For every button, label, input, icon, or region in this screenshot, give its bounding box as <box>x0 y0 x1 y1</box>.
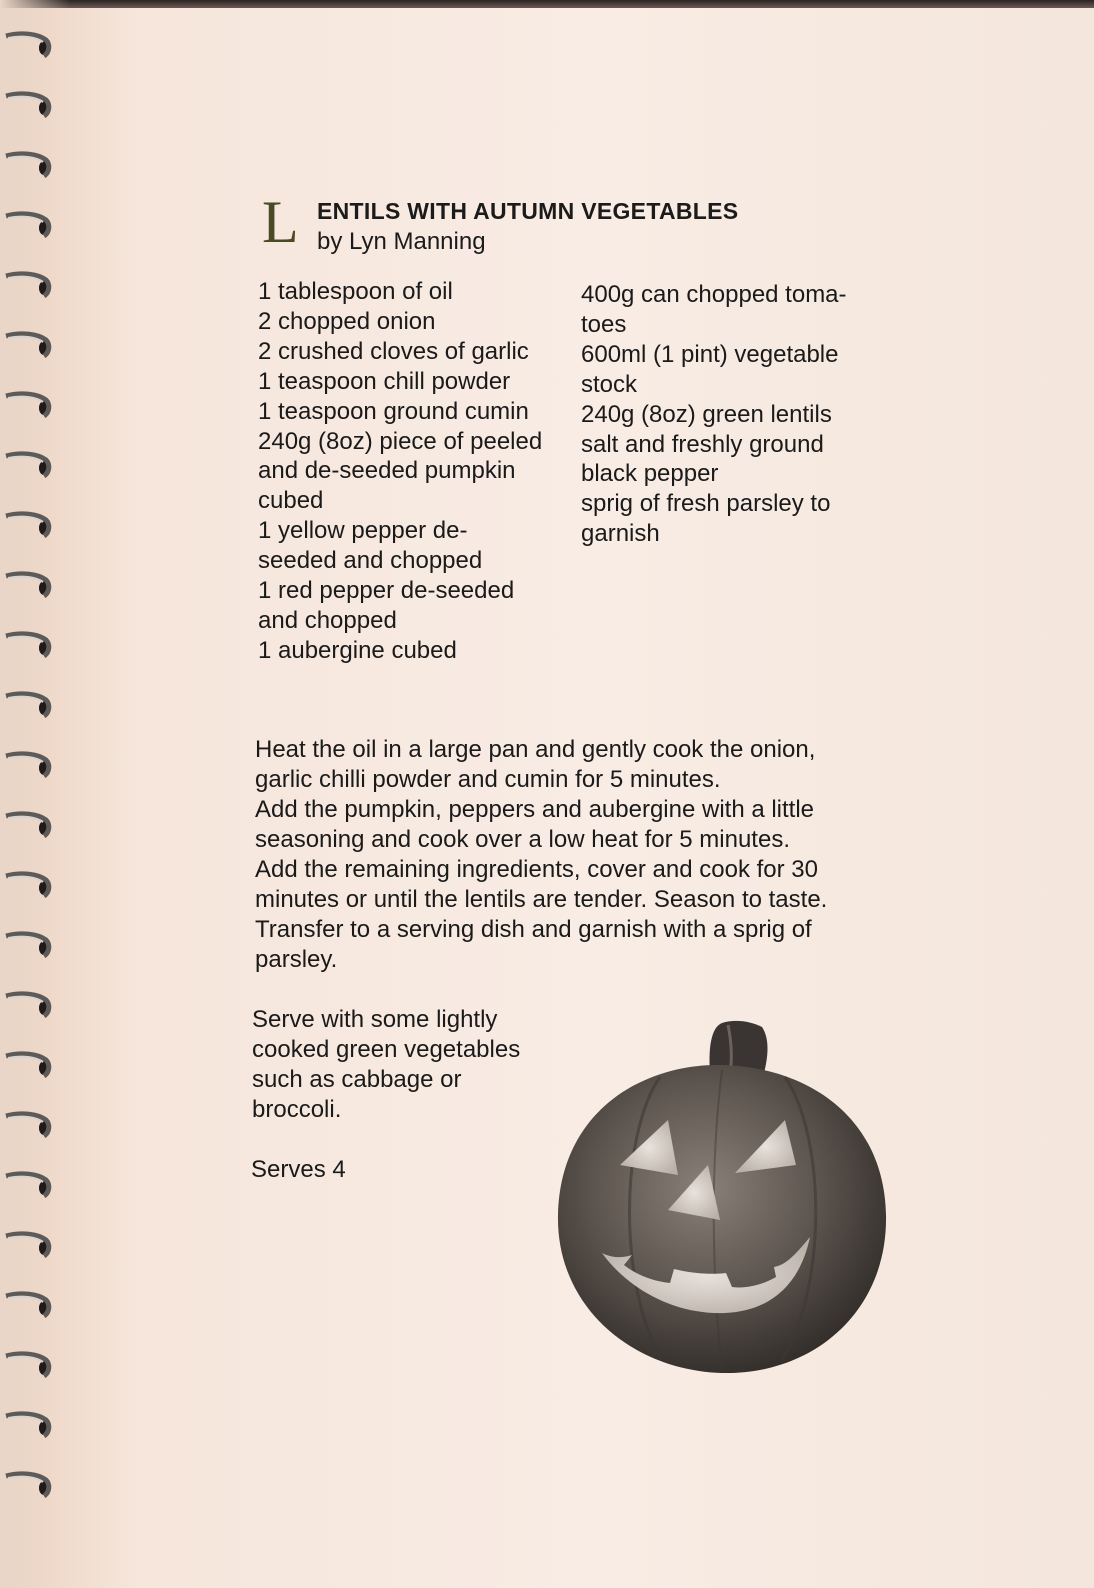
binding-ring <box>4 1350 52 1380</box>
binding-ring <box>4 90 52 120</box>
method-paragraph <box>255 735 895 975</box>
ingredient-line: and de-seeded pumpkin <box>258 457 516 485</box>
ingredient-line: 2 chopped onion <box>258 307 436 335</box>
jack-o-lantern-image <box>550 1015 895 1380</box>
serving-line: broccoli. <box>252 1096 342 1123</box>
binding-ring <box>4 450 52 480</box>
method-line: Add the remaining ingredients, cover and cook for 30 <box>255 856 819 883</box>
ingredient-line: 1 aubergine cubed <box>258 636 457 664</box>
method-line: seasoning and cook over a low heat for 5 minutes. <box>255 826 790 853</box>
binding-ring <box>4 390 52 420</box>
ingredient-line: 2 crushed cloves of garlic <box>258 337 529 365</box>
ingredient-line: 1 red pepper de-seeded <box>258 577 515 605</box>
binding-ring <box>4 870 52 900</box>
ingredient-line: seeded and chopped <box>258 547 483 575</box>
ingredient-line: salt and freshly ground <box>581 430 824 458</box>
binding-ring <box>4 750 52 780</box>
ingredients-right-column <box>581 280 881 549</box>
spiral-binding <box>0 0 70 1588</box>
binding-ring <box>4 1470 52 1500</box>
binding-ring <box>4 930 52 960</box>
ingredient-line: toes <box>581 310 627 338</box>
recipe-header <box>262 189 862 262</box>
method-line: parsley. <box>255 946 338 973</box>
serving-line: such as cabbage or <box>252 1066 462 1093</box>
recipe-author: by Lyn Manning <box>317 228 486 255</box>
ingredient-line: 1 tablespoon of oil <box>258 278 453 305</box>
serving-note <box>252 1005 572 1125</box>
ingredient-line: stock <box>581 370 638 398</box>
binding-ring <box>4 330 52 360</box>
ingredients-left-column <box>258 277 576 666</box>
method-line: Heat the oil in a large pan and gently cook the onion, <box>255 736 816 763</box>
binding-ring <box>4 210 52 240</box>
ingredient-line: sprig of fresh parsley to <box>581 490 831 518</box>
binding-ring <box>4 1290 52 1320</box>
ingredient-line: cubed <box>258 487 324 515</box>
ingredient-line: black pepper <box>581 460 719 488</box>
ingredient-line: 1 yellow pepper de- <box>258 517 468 545</box>
recipe-title: ENTILS WITH AUTUMN VEGETABLES <box>317 198 739 224</box>
method-line: Transfer to a serving dish and garnish with a sprig of <box>255 916 812 943</box>
serving-line: cooked green vegetables <box>252 1036 521 1063</box>
binding-ring <box>4 990 52 1020</box>
ingredient-line: 1 teaspoon chill powder <box>258 367 511 395</box>
method-line: garlic chilli powder and cumin for 5 minutes. <box>255 766 721 793</box>
binding-ring <box>4 150 52 180</box>
binding-ring <box>4 1170 52 1200</box>
binding-ring <box>4 270 52 300</box>
page-top-edge <box>0 0 1094 8</box>
binding-ring <box>4 630 52 660</box>
drop-cap: L <box>262 189 299 255</box>
ingredient-line: 1 teaspoon ground cumin <box>258 397 529 425</box>
binding-ring <box>4 1410 52 1440</box>
binding-ring <box>4 570 52 600</box>
ingredient-line: 240g (8oz) green lentils <box>581 400 832 428</box>
binding-ring <box>4 1110 52 1140</box>
method-line: minutes or until the lentils are tender. Season to taste. <box>255 886 828 913</box>
ingredient-line: 400g can chopped toma- <box>581 281 847 308</box>
serves-count: Serves 4 <box>251 1156 346 1183</box>
binding-ring <box>4 1230 52 1260</box>
binding-ring <box>4 30 52 60</box>
method-line: Add the pumpkin, peppers and aubergine with a little <box>255 796 815 823</box>
binding-ring <box>4 810 52 840</box>
ingredient-line: garnish <box>581 520 660 548</box>
binding-ring <box>4 510 52 540</box>
ingredient-line: and chopped <box>258 606 397 634</box>
ingredient-line: 240g (8oz) piece of peeled <box>258 427 543 455</box>
ingredient-line: 600ml (1 pint) vegetable <box>581 340 839 368</box>
binding-ring <box>4 1050 52 1080</box>
binding-ring <box>4 690 52 720</box>
serving-line: Serve with some lightly <box>252 1006 498 1033</box>
